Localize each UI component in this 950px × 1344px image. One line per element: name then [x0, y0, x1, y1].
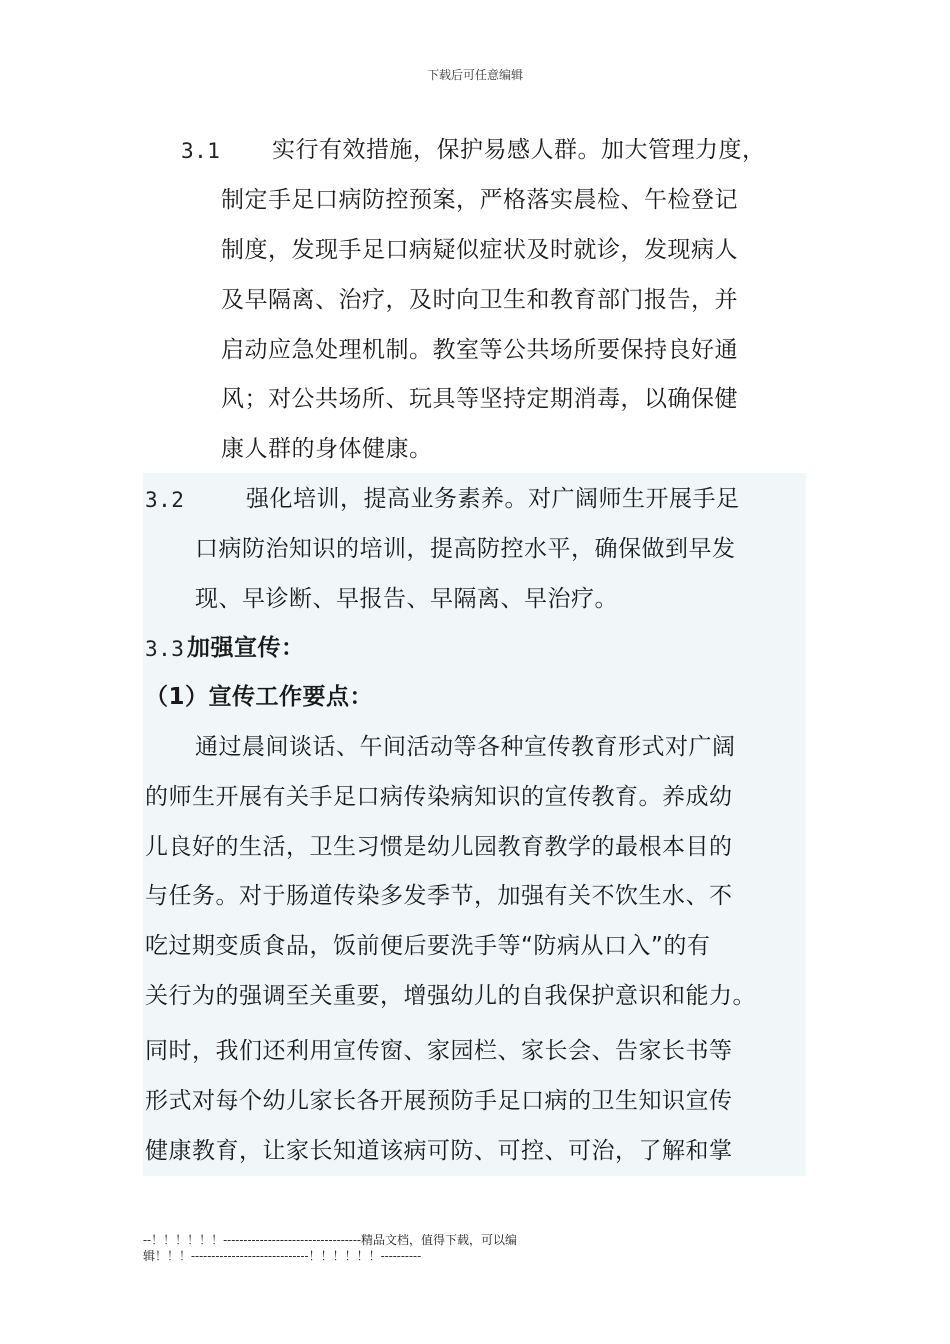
section-3-1-line-6: 风；对公共场所、玩具等坚持定期消毒，以确保健	[221, 386, 738, 412]
section-3-1-line-4: 及早隔离、治疗，及时向卫生和教育部门报告，并	[221, 287, 738, 313]
section-3-3-line-2: 的师生开展有关手足口病传染病知识的宣传教育。养成幼	[145, 784, 733, 810]
section-3-3-line-1: 通过晨间谈话、午间活动等各种宣传教育形式对广阔	[195, 734, 736, 760]
section-3-3-line-5: 吃过期变质食品，饭前便后要洗手等“防病从口入”的有	[145, 933, 711, 959]
section-3-2-line-3: 现、早诊断、早报告、早隔离、早治疗。	[195, 586, 618, 612]
page-header: 下载后可任意编辑	[426, 68, 523, 82]
section-3-3-title: 加强宣传：	[187, 635, 305, 661]
section-3-1-number: 3.1	[181, 139, 221, 163]
section-3-2-number: 3.2	[145, 488, 185, 512]
section-3-1-line-2: 制定手足口病防控预案，严格落实晨检、午检登记	[221, 187, 738, 213]
footer-line-1: --！！！！！！----------------------------------精品文档，值得下载，可以编	[143, 1233, 517, 1247]
section-3-1-line-5: 启动应急处理机制。教室等公共场所要保持良好通	[221, 337, 738, 363]
section-3-1-line-3: 制度，发现手足口病疑似症状及时就诊，发现病人	[221, 237, 738, 263]
section-3-3-line-8: 形式对每个幼儿家长各开展预防手足口病的卫生知识宣传	[145, 1088, 733, 1114]
section-3-3-line-9: 健康教育，让家长知道该病可防、可控、可治，了解和掌	[145, 1138, 733, 1164]
section-3-3-line-6: 关行为的强调至关重要，增强幼儿的自我保护意识和能力。	[145, 983, 756, 1009]
section-3-1-line-7: 康人群的身体健康。	[221, 436, 433, 462]
section-3-2-line-1: 强化培训，提高业务素养。对广阔师生开展手足	[246, 486, 740, 512]
section-3-3-line-3: 儿良好的生活，卫生习惯是幼儿园教育教学的最根本目的	[145, 834, 733, 860]
section-3-1-line-1: 实行有效措施，保护易感人群。加大管理力度，	[272, 137, 766, 163]
highlight-background	[143, 473, 806, 1176]
section-3-3-line-4: 与任务。对于肠道传染多发季节，加强有关不饮生水、不	[145, 883, 733, 909]
section-3-3-subtitle: （1）宣传工作要点：	[145, 684, 374, 710]
section-3-3-line-7: 同时，我们还利用宣传窗、家园栏、家长会、告家长书等	[145, 1038, 733, 1064]
section-3-3-number: 3.3	[145, 637, 185, 661]
section-3-2-line-2: 口病防治知识的培训，提高防控水平，确保做到早发	[195, 536, 736, 562]
footer-line-2: 辑！！！-----------------------------！！！！！！----------	[143, 1249, 422, 1263]
